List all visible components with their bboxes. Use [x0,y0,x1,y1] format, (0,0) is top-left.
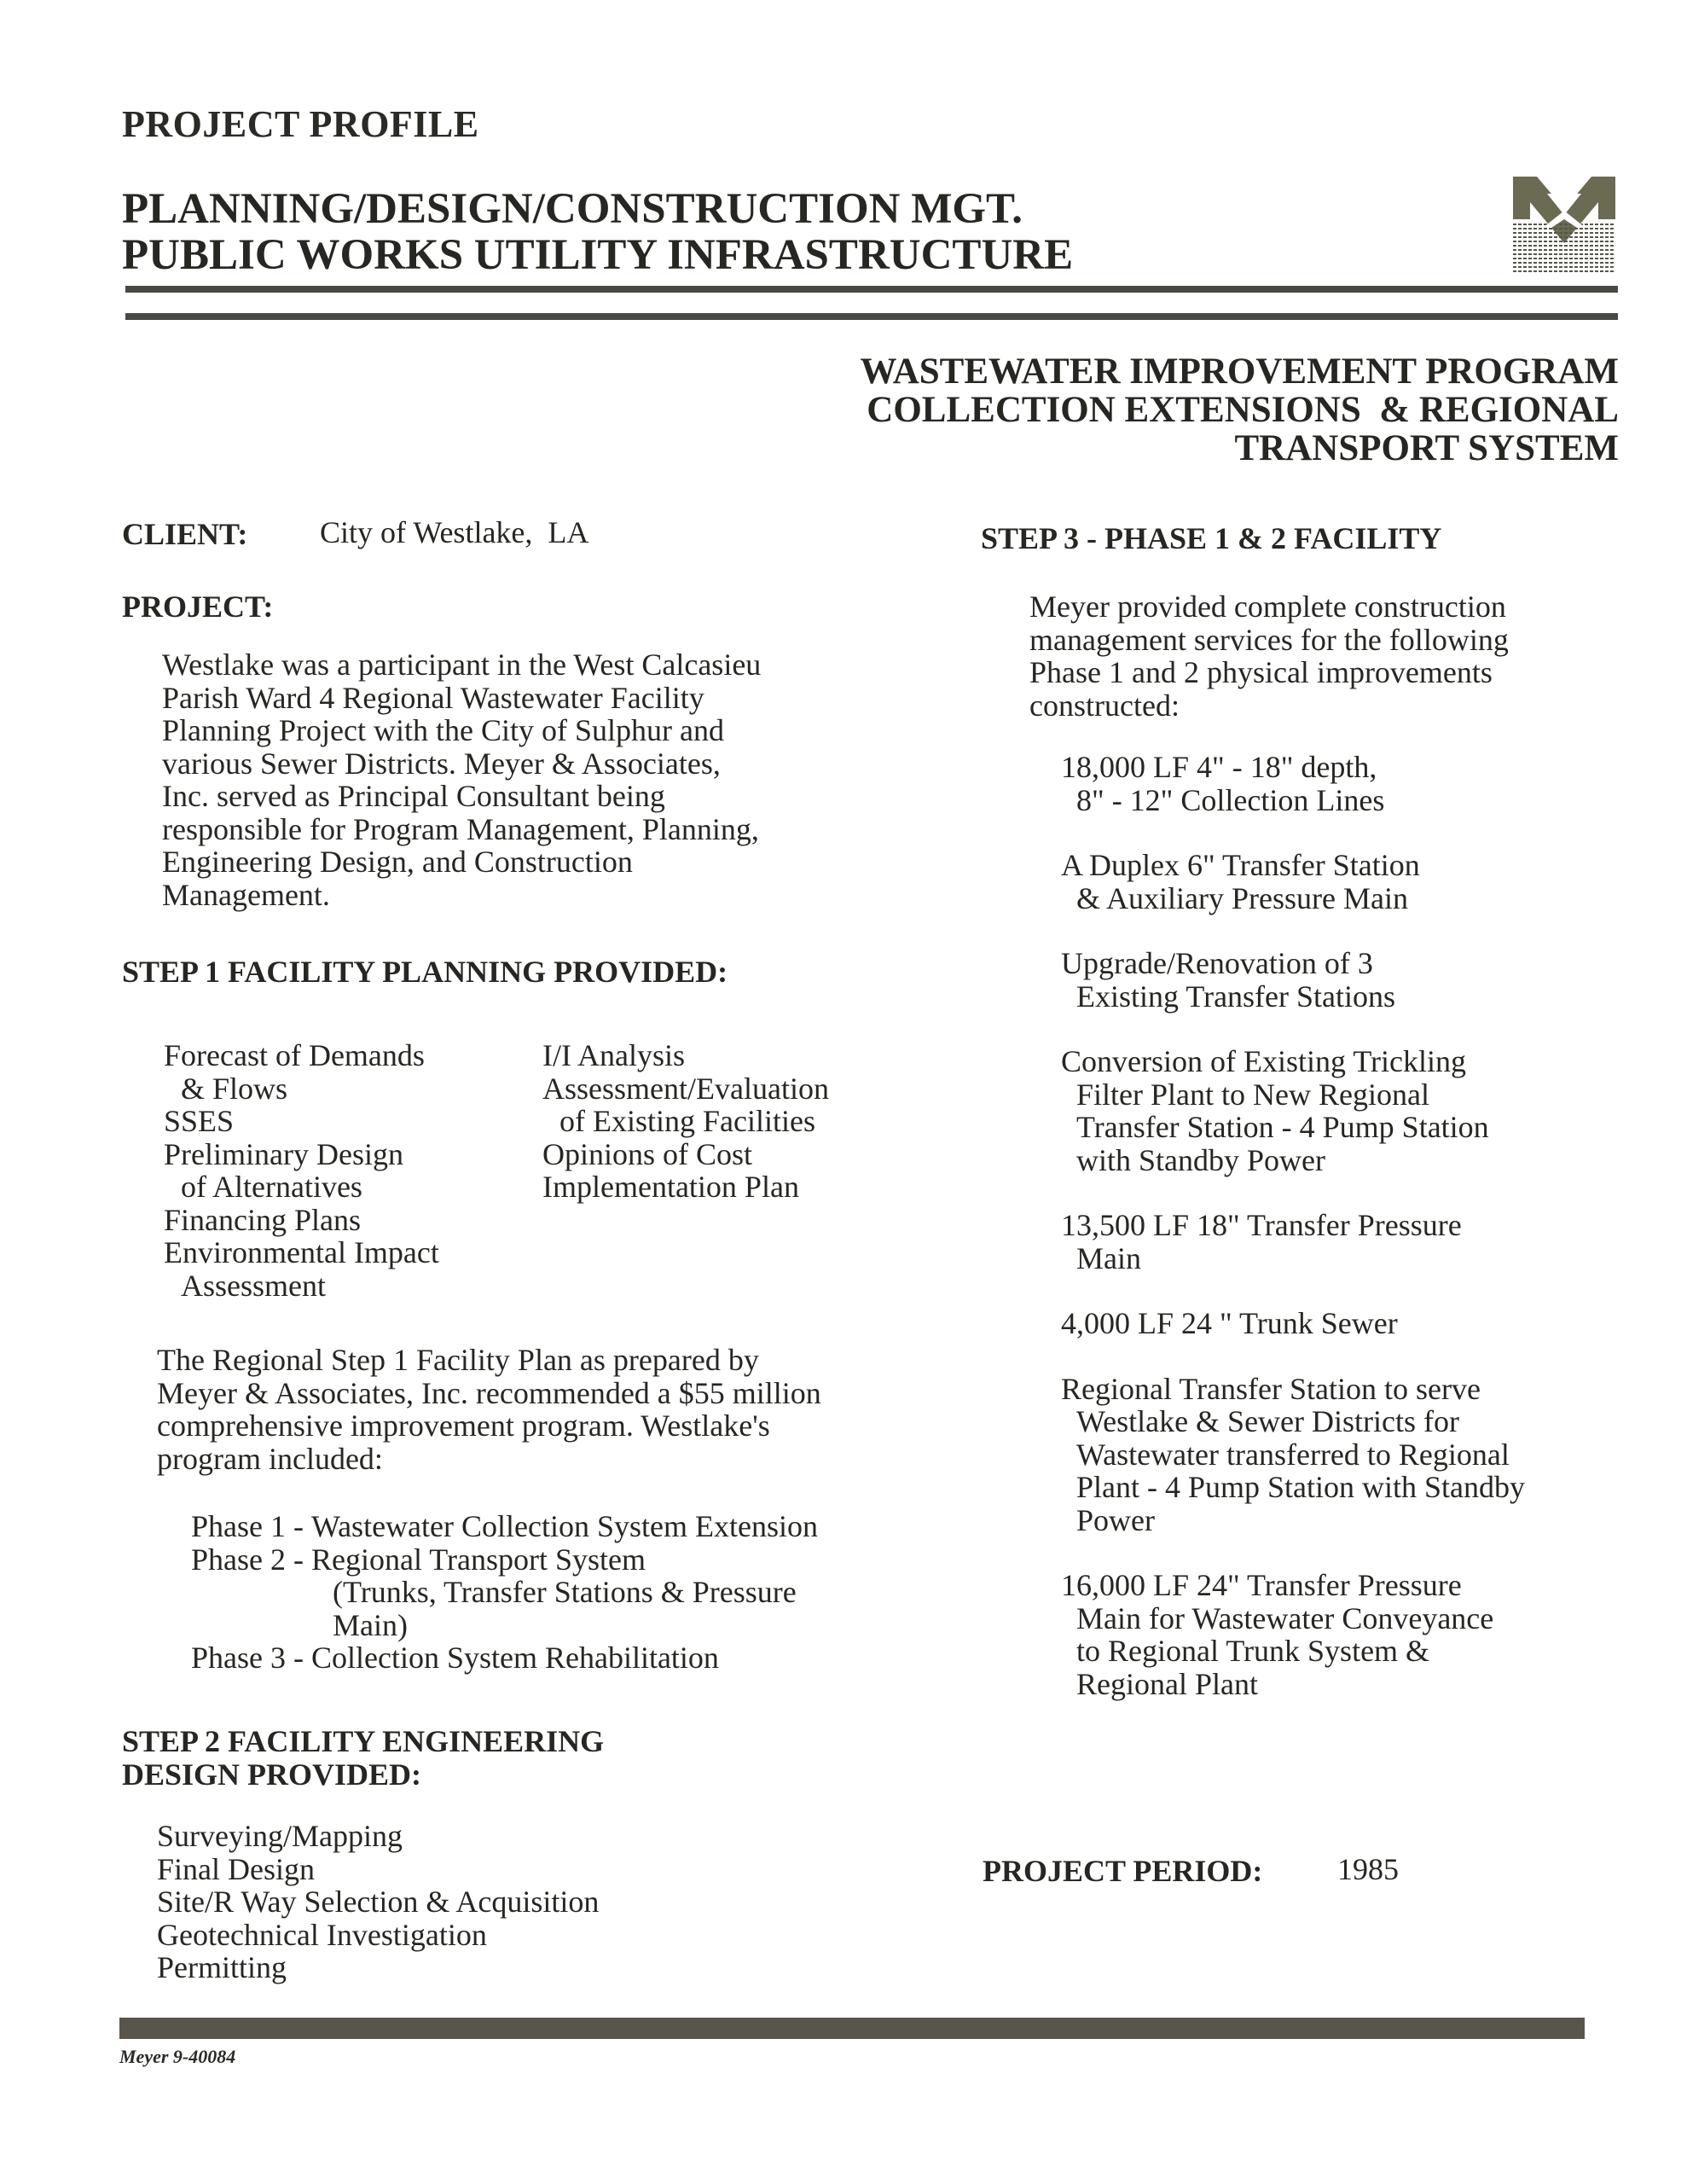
improvement-line: Wastewater transferred to Regional [1076,1437,1510,1472]
improvement-line: Regional Transfer Station to serve [1061,1371,1481,1406]
project-description-line: Management. [162,877,330,912]
improvement-line: Filter Plant to New Regional [1076,1077,1429,1112]
step1-list-item: I/I Analysis [542,1038,685,1072]
step3-improvements-list [1061,751,1641,1733]
document-code: Meyer 9-40084 [119,2046,236,2067]
step1-list-item: Forecast of Demands [164,1038,425,1072]
improvement-line: 8" - 12" Collection Lines [1076,782,1385,817]
program-title [860,352,1619,468]
step1-list-item: Implementation Plan [542,1170,799,1204]
phase-label: Phase 1 - [191,1509,311,1543]
step2-list-item: Surveying/Mapping [157,1819,403,1853]
header-rule-top [125,286,1618,293]
step2-list [157,1820,599,1984]
main-title-line-1: PLANNING/DESIGN/CONSTRUCTION MGT. [122,185,1023,233]
improvement-item [1061,1373,1641,1537]
phase-text-continued: (Trunks, Transfer Stations & Pressure [333,1575,797,1609]
main-title-line-2: PUBLIC WORKS UTILITY INFRASTRUCTURE [122,231,1074,279]
phase-label: Phase 3 - [191,1641,311,1675]
project-description [162,648,878,911]
program-title-line-1: WASTEWATER IMPROVEMENT PROGRAM [860,351,1619,392]
improvement-item [1061,1209,1641,1275]
improvement-line: Existing Transfer Stations [1076,979,1396,1014]
step3-description-line: constructed: [1029,688,1180,723]
phase-row [191,1510,818,1543]
improvement-line: Main [1076,1240,1141,1275]
improvement-item [1061,1307,1641,1340]
improvement-line: Upgrade/Renovation of 3 [1061,946,1373,980]
step1-list-item: Environmental Impact [164,1235,439,1269]
phase-label: Phase 2 - [191,1542,311,1577]
improvement-line: A Duplex 6" Transfer Station [1061,848,1420,882]
step1-list-item: & Flows [181,1071,288,1106]
improvement-item [1061,947,1641,1013]
client-label: CLIENT: [122,517,248,551]
phase-item [191,1543,818,1642]
improvement-line: 4,000 LF 24 " Trunk Sewer [1061,1306,1398,1340]
step2-list-item: Permitting [157,1950,287,1984]
improvement-line: Transfer Station - 4 Pump Station [1076,1110,1489,1144]
step3-description-line: management services for the following [1029,622,1509,657]
step2-list-item: Geotechnical Investigation [157,1917,487,1952]
improvement-line: Plant - 4 Pump Station with Standby [1076,1470,1526,1504]
program-phases [191,1510,818,1675]
regional-plan-line: Meyer & Associates, Inc. recommended a $55 million [157,1375,821,1410]
regional-plan-line: program included: [157,1441,383,1476]
step1-list-item: Assessment [181,1268,326,1303]
step3-description-line: Meyer provided complete construction [1029,590,1506,624]
project-period-label: PROJECT PERIOD: [983,1854,1263,1888]
step1-list-col2 [542,1039,829,1204]
step3-heading: STEP 3 - PHASE 1 & 2 FACILITY [981,521,1442,555]
phase-row [191,1543,818,1577]
regional-plan-line: comprehensive improvement program. Westlake's [157,1409,770,1443]
improvement-line: Conversion of Existing Trickling [1061,1044,1467,1078]
regional-plan-line: The Regional Step 1 Facility Plan as prepared by [157,1343,759,1377]
project-description-line: Inc. served as Principal Consultant being [162,779,665,813]
program-title-line-3: TRANSPORT SYSTEM [1234,428,1619,468]
improvement-line: Main for Wastewater Conveyance [1076,1600,1494,1635]
step1-list-item: Assessment/Evaluation [542,1071,829,1106]
step3-description [1029,590,1609,722]
step1-list-col1 [164,1039,439,1302]
improvement-line: Westlake & Sewer Districts for [1076,1404,1459,1438]
step1-list-item: Financing Plans [164,1202,361,1237]
phase-text: Wastewater Collection System Extension [310,1509,818,1543]
step1-list-item: Opinions of Cost [542,1136,753,1171]
improvement-line: 13,500 LF 18" Transfer Pressure [1061,1208,1462,1242]
step2-list-item: Site/R Way Selection & Acquisition [157,1885,600,1919]
step2-list-item: Final Design [157,1851,315,1886]
program-title-line-2: COLLECTION EXTENSIONS & REGIONAL [867,390,1619,430]
phase-text: Collection System Rehabilitation [310,1641,719,1675]
profile-label: PROJECT PROFILE [122,103,479,145]
main-title [122,186,1073,278]
project-label: PROJECT: [122,590,274,624]
project-description-line: responsible for Program Management, Planning, [162,811,759,846]
phase-row [191,1641,818,1675]
phase-item [191,1641,818,1675]
improvement-item [1061,1569,1641,1700]
project-description-line: Parish Ward 4 Regional Wastewater Facility [162,680,704,715]
improvement-line: 16,000 LF 24" Transfer Pressure [1061,1568,1462,1602]
improvement-item [1061,849,1641,915]
phase-text-continued: Main) [333,1607,408,1642]
project-period-value: 1985 [1337,1852,1399,1886]
improvement-line: Regional Plant [1076,1666,1258,1701]
step1-list-item: Preliminary Design [164,1136,403,1171]
phase-item [191,1510,818,1543]
step1-list-item: SSES [164,1104,235,1138]
project-description-line: Engineering Design, and Construction [162,845,633,879]
footer-bar [119,2018,1585,2039]
project-description-line: Westlake was a participant in the West Calcasieu [162,648,762,682]
step2-heading-line-1: STEP 2 FACILITY ENGINEERING [122,1724,605,1758]
step1-list-item: of Alternatives [181,1170,362,1204]
meyer-logo-icon [1513,177,1615,277]
project-description-line: Planning Project with the City of Sulphur and [162,713,724,747]
phase-text: Regional Transport System [310,1542,646,1577]
step2-heading-line-2: DESIGN PROVIDED: [122,1757,422,1792]
improvement-item [1061,1045,1641,1176]
improvement-line: Power [1076,1502,1155,1537]
project-description-line: various Sewer Districts. Meyer & Associates, [162,746,721,781]
client-value: City of Westlake, LA [320,515,589,549]
regional-plan-description [157,1344,925,1475]
improvement-line: & Auxiliary Pressure Main [1076,880,1408,915]
improvement-line: 18,000 LF 4" - 18" depth, [1061,750,1377,784]
improvement-item [1061,751,1641,816]
step1-heading: STEP 1 FACILITY PLANNING PROVIDED: [122,955,728,989]
improvement-line: with Standby Power [1076,1142,1325,1177]
step2-heading [122,1725,604,1792]
improvement-line: to Regional Trunk System & [1076,1634,1430,1668]
header-rule-bottom [125,313,1618,320]
step1-list-item: of Existing Facilities [559,1104,815,1138]
step3-description-line: Phase 1 and 2 physical improvements [1029,655,1493,689]
